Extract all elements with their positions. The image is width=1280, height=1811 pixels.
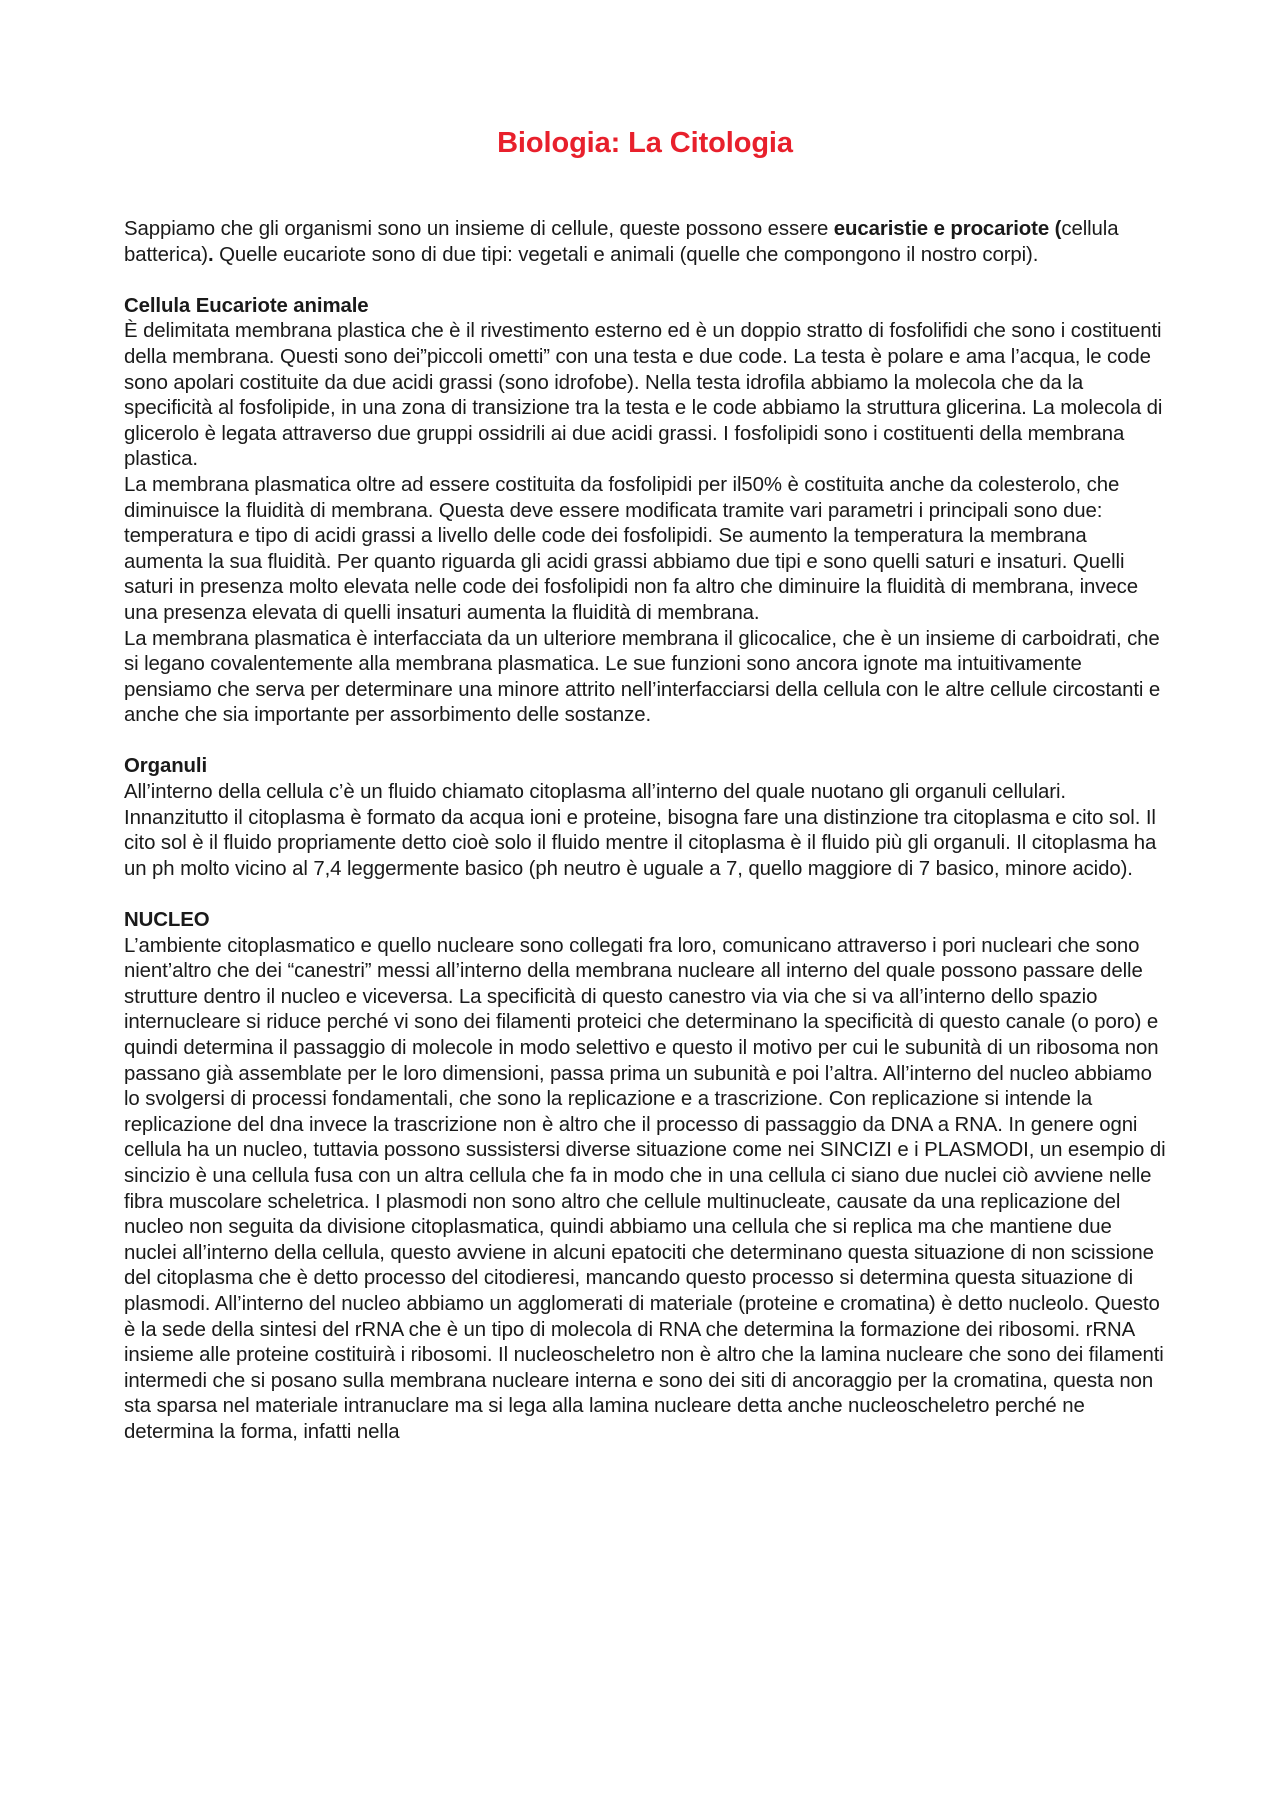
section-paragraph: La membrana plasmatica oltre ad essere costituita da fosfolipidi per il50% è costituita anche da colesterolo, che diminuisce la fluidità di membrana. Questa deve essere modificata tramite vari parametri i principali sono due: temperatura e tipo di acidi grassi a livello delle code dei fosfolipidi. Se aumento la temperatura la membrana aumenta la sua fluidità. Per quanto riguarda gli acidi grassi abbiamo due tipi e sono quelli saturi e insaturi. Quelli saturi in presenza molto elevata nelle code dei fosfolipidi non fa altro che diminuire la fluidità di membrana, invece una presenza elevata di quelli insaturi aumenta la fluidità di membrana. <box>124 473 1138 624</box>
section-heading: Cellula Eucariote animale <box>124 294 369 317</box>
spacer <box>124 729 1166 755</box>
intro-bold-1: eucaristie e procariote ( <box>833 218 1062 240</box>
spacer <box>124 882 1166 908</box>
section-organuli <box>124 754 1166 882</box>
spacer <box>124 268 1166 294</box>
section-paragraph: All’interno della cellula c’è un fluido chiamato citoplasma all’interno del quale nuotano gli organuli cellulari. Innanzitutto il citoplasma è formato da acqua ioni e proteine, bisogna fare una distinzione tra citoplasma e cito sol. Il cito sol è il fluido propriamente detto cioè solo il fluido mentre il citoplasma è il fluido più gli organuli. Il citoplasma ha un ph molto vicino al 7,4 leggermente basico (ph neutro è uguale a 7, quello maggiore di 7 basico, minore acido). <box>124 781 1157 880</box>
section-nucleo <box>124 908 1166 1445</box>
section-cellula-eucariote <box>124 294 1166 729</box>
intro-text-2: cellula batterica) <box>124 218 1119 266</box>
intro-text-1: Sappiamo che gli organismi sono un insieme di cellule, queste possono essere <box>124 218 834 240</box>
intro-text-3: Quelle eucariote sono di due tipi: vegetali e animali (quelle che compongono il nostro corpi). <box>213 243 1039 266</box>
section-heading: NUCLEO <box>124 909 210 932</box>
intro-paragraph <box>124 217 1166 268</box>
section-paragraph: L’ambiente citoplasmatico e quello nucleare sono collegati fra loro, comunicano attraverso i pori nucleari che sono nient’altro che dei “canestri” messi all’interno della membrana nucleare all interno del quale possono passare delle strutture dentro il nucleo e viceversa. La specificità di questo canestro via via che si va all’interno dello spazio internucleare si riduce perché vi sono dei filamenti proteici che determinano la specificità di questo canale (o poro) e quindi determina il passaggio di molecole in modo selettivo e questo il motivo per cui le subunità di un ribosoma non passano già assemblate per le loro dimensioni, passa prima un subunità e poi l’altra. All’interno del nucleo abbiamo lo svolgersi di processi fondamentali, che sono la replicazione e a trascrizione. Con replicazione si intende la replicazione del dna invece la trascrizione non è altro che il processo di passaggio da DNA a RNA. In genere ogni cellula ha un nucleo, tuttavia possono sussistersi diverse situazione come nei SINCIZI e i PLASMODI, un esempio di sincizio è una cellula fusa con un altra cellula che fa in modo che in una cellula ci siano due nuclei ciò avviene nelle fibra muscolare scheletrica. I plasmodi non sono altro che cellule multinucleate, causate da una replicazione del nucleo non seguita da divisione citoplasmatica, quindi abbiamo una cellula che si replica ma che mantiene due nuclei all’interno della cellula, questo avviene in alcuni epatociti che determinano questa situazione di non scissione del citoplasma che è detto processo del citodieresi, mancando questo processo si determina questa situazione di plasmodi. All’interno del nucleo abbiamo un agglomerati di materiale (proteine e cromatina) è detto nucleolo. Questo è la sede della sintesi del rRNA che è un tipo di molecola di RNA che determina la formazione dei ribosomi. rRNA insieme alle proteine costituirà i ribosomi. Il nucleoscheletro non è altro che la lamina nucleare che sono dei filamenti intermedi che si posano sulla membrana nucleare interna e sono dei siti di ancoraggio per la cromatina, questa non sta sparsa nel materiale intranuclare ma si lega alla lamina nucleare detta anche nucleoscheletro perché ne determina la forma, infatti nella <box>124 934 1166 1443</box>
section-paragraph: È delimitata membrana plastica che è il rivestimento esterno ed è un doppio stratto di fosfolifidi che sono i costituenti della membrana. Questi sono dei”piccoli ometti” con una testa e due code. La testa è polare e ama l’acqua, le code sono apolari costituite da due acidi grassi (sono idrofobe). Nella testa idrofila abbiamo la molecola che da la specificità al fosfolipide, in una zona di transizione tra la testa e le code abbiamo la struttura glicerina. La molecola di glicerolo è legata attraverso due gruppi ossidrili ai due acidi grassi. I fosfolipidi sono i costituenti della membrana plastica. <box>124 320 1163 471</box>
section-paragraph: La membrana plasmatica è interfacciata da un ulteriore membrana il glicocalice, che è un insieme di carboidrati, che si legano covalentemente alla membrana plasmatica. Le sue funzioni sono ancora ignote ma intuitivamente pensiamo che serva per determinare una minore attrito nell’interfacciarsi della cellula con le altre cellule circostanti e anche che sia importante per assorbimento delle sostanze. <box>124 627 1161 727</box>
intro-bold-2: . <box>208 243 214 266</box>
document-title: Biologia: La Citologia <box>497 127 793 159</box>
document-body <box>124 217 1166 1446</box>
section-heading: Organuli <box>124 755 208 778</box>
